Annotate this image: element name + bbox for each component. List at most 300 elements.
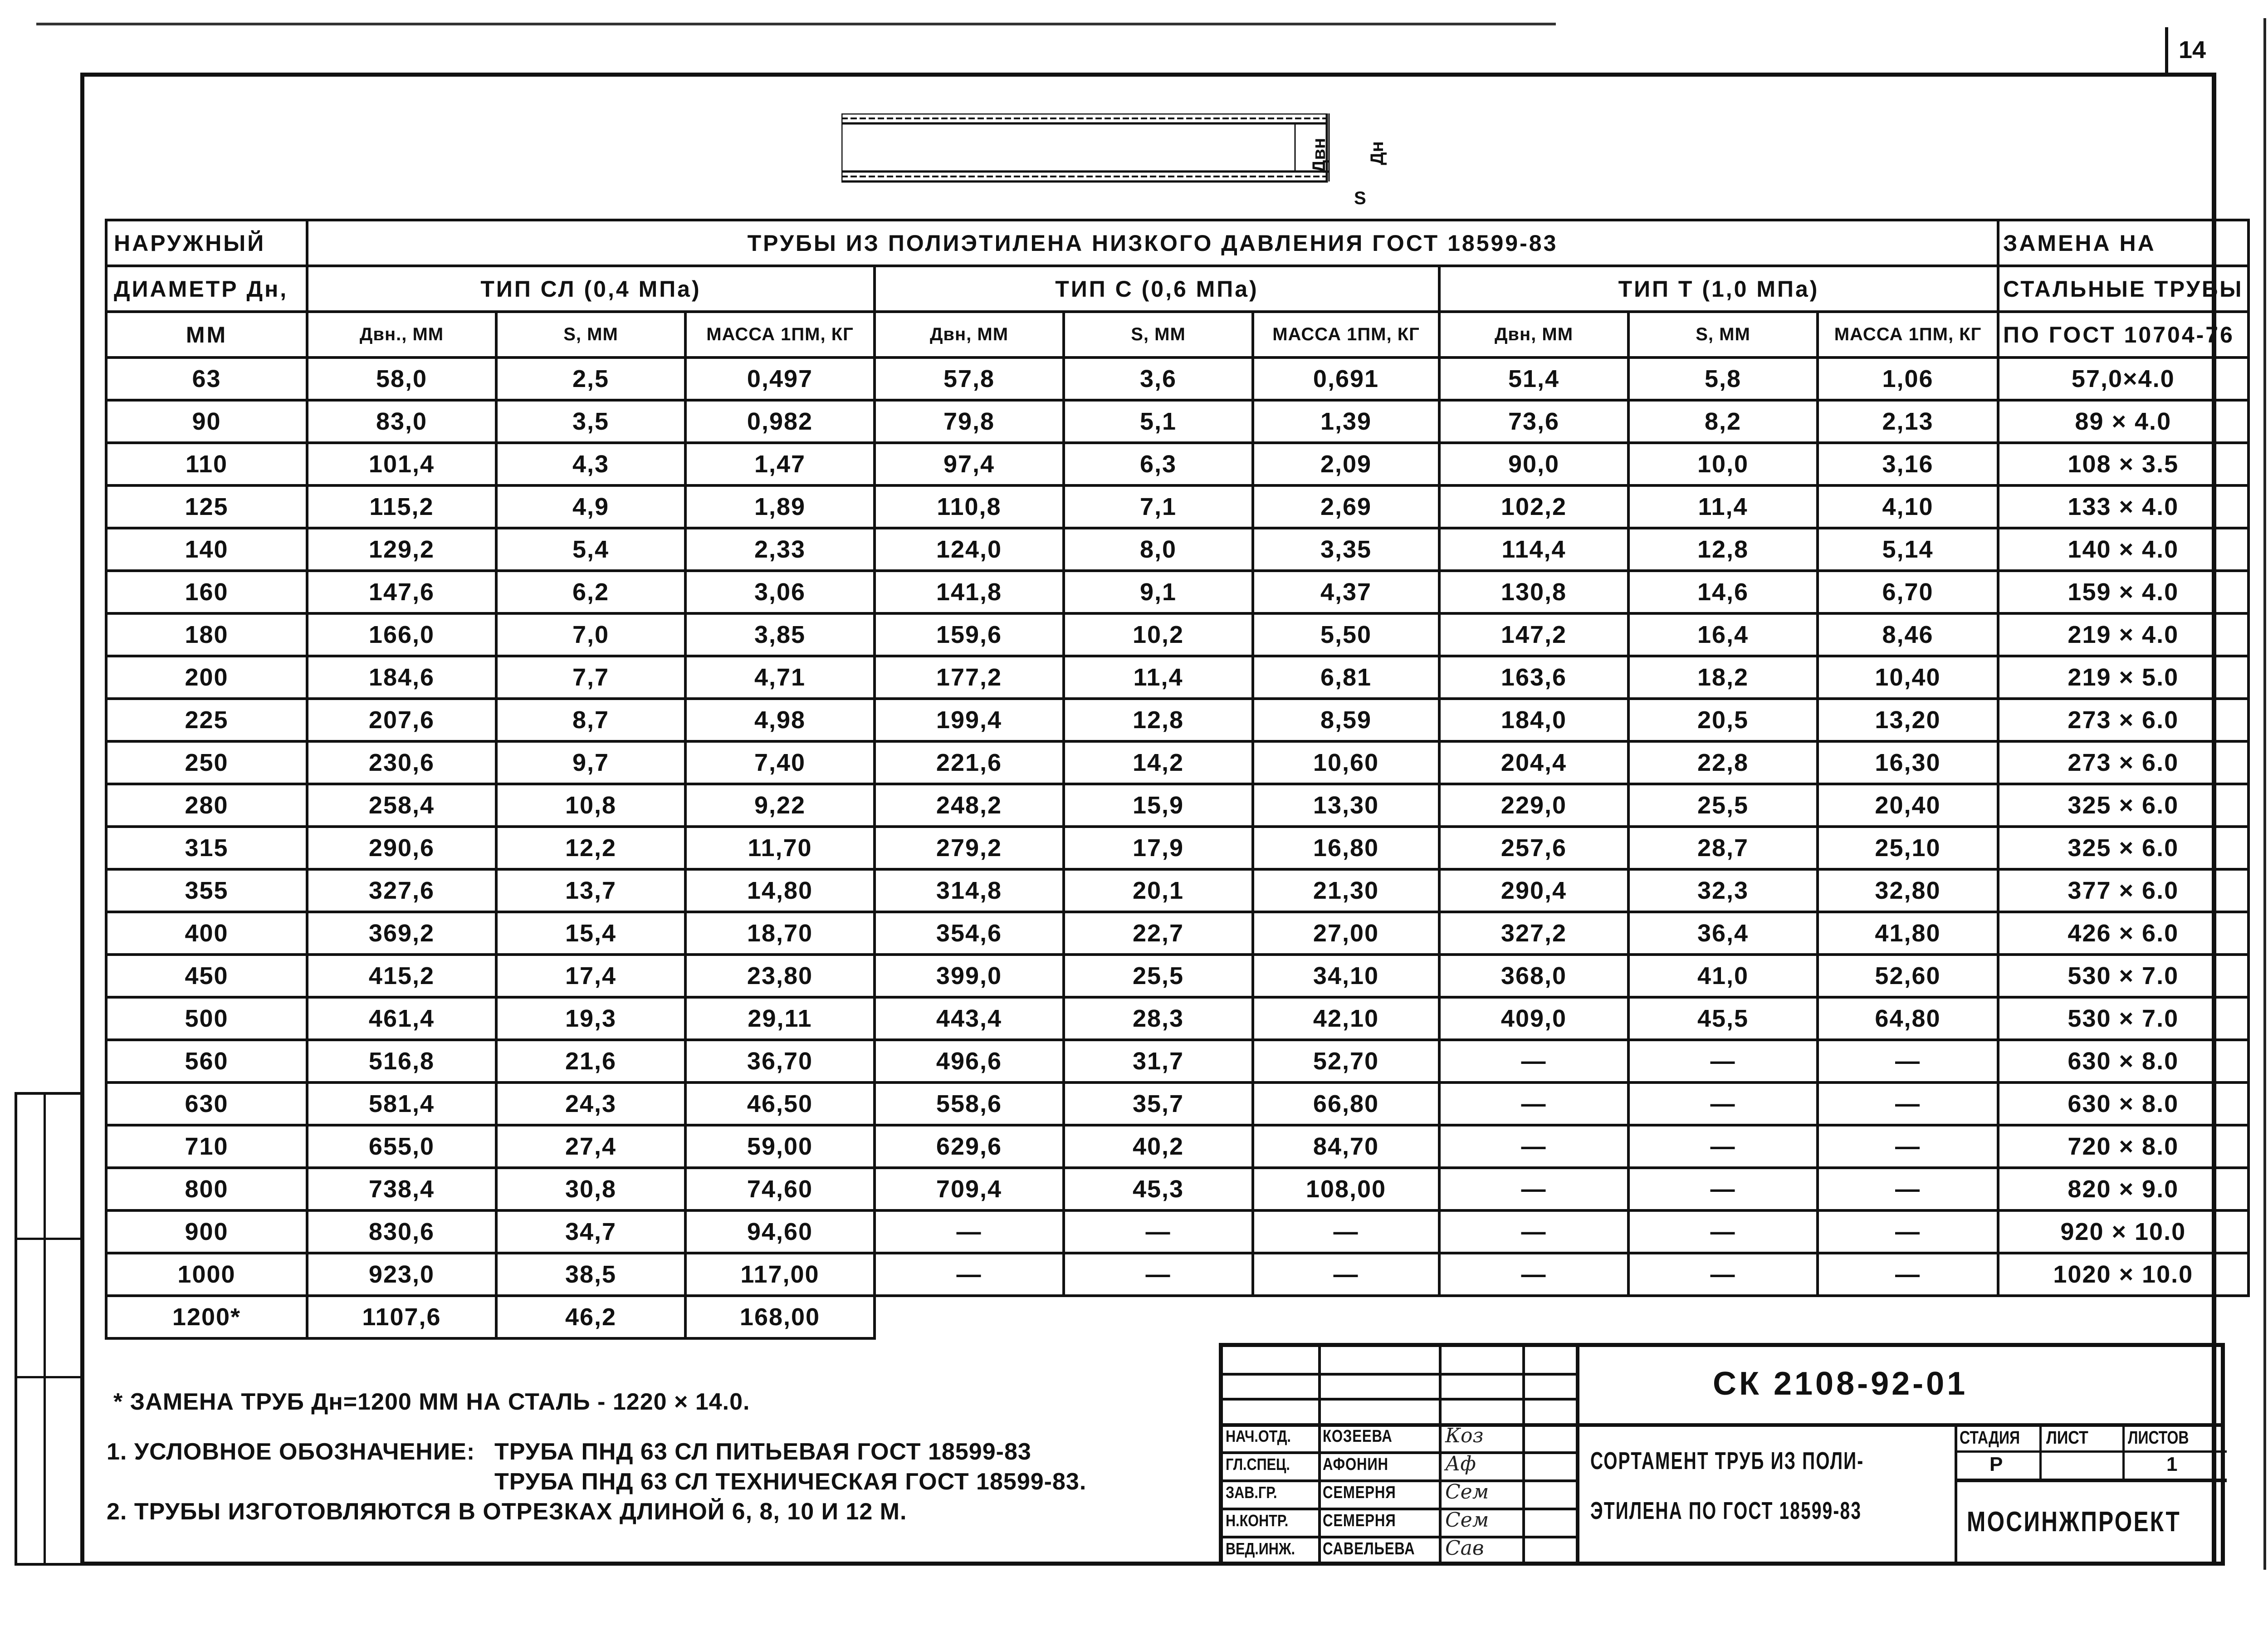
cell-value: 368,0 <box>1501 962 1567 989</box>
table-cell <box>1253 358 1439 400</box>
table-cell <box>685 1125 875 1168</box>
table-cell <box>106 358 307 400</box>
table-cell <box>1998 827 2248 869</box>
cell-value: 7,40 <box>754 749 806 776</box>
outer-diameter-value: 560 <box>185 1048 229 1075</box>
table-cell <box>1439 656 1628 699</box>
cell-value: 9,1 <box>1139 578 1177 606</box>
table-cell <box>1064 1040 1253 1082</box>
cell-value: 34,7 <box>565 1218 617 1245</box>
cell-value: 166,0 <box>368 621 435 648</box>
table-cell <box>1253 1040 1439 1082</box>
cell-value: 20,5 <box>1697 706 1749 734</box>
table-cell <box>1439 699 1628 741</box>
cell-value: 22,7 <box>1132 920 1184 947</box>
table-cell <box>685 827 875 869</box>
table-cell <box>875 827 1064 869</box>
cell-value: 3,6 <box>1139 365 1177 392</box>
table-cell <box>1998 784 2248 827</box>
cell-value: 920 × 10.0 <box>2060 1218 2186 1245</box>
table-cell <box>685 400 875 443</box>
cell-value: 34,10 <box>1313 962 1379 989</box>
title-block-grid-line <box>1223 1423 1579 1426</box>
title-block-grid-line <box>1223 1451 1579 1454</box>
cell-value: 79,8 <box>943 408 995 435</box>
outer-diameter-value: 800 <box>185 1175 229 1203</box>
table-row <box>106 741 2248 784</box>
table-cell <box>307 699 496 741</box>
header-row-columns <box>106 312 2248 358</box>
table-cell <box>1628 656 1818 699</box>
cell-value: 496,6 <box>936 1048 1002 1075</box>
cell-value: 4,71 <box>754 664 806 691</box>
cell-value: 530 × 7.0 <box>2068 962 2179 989</box>
table-cell <box>106 613 307 656</box>
table-cell <box>1628 613 1818 656</box>
table-cell <box>496 1082 685 1125</box>
cell-value: — <box>1333 1261 1359 1288</box>
table-cell <box>1064 656 1253 699</box>
cell-value: 369,2 <box>368 920 435 947</box>
table-cell <box>307 955 496 997</box>
note-2: 2. ТРУБЫ ИЗГОТОВЛЯЮТСЯ В ОТРЕЗКАХ ДЛИНОЙ 6, 8, 10 И 12 М. <box>107 1499 907 1525</box>
table-cell <box>1998 912 2248 955</box>
cell-value: 12,8 <box>1697 536 1749 563</box>
cell-value: 32,3 <box>1697 877 1749 904</box>
cell-value: 655,0 <box>368 1133 435 1160</box>
cell-value: — <box>1145 1218 1171 1245</box>
table-cell <box>1064 1253 1253 1296</box>
table-cell <box>1064 1082 1253 1125</box>
table-cell <box>496 656 685 699</box>
empty-cell <box>1064 1296 1253 1338</box>
cell-value: 4,37 <box>1320 578 1372 606</box>
table-cell <box>1253 1210 1439 1253</box>
table-row <box>106 699 2248 741</box>
table-cell <box>1818 1253 1998 1296</box>
cell-value: 6,81 <box>1320 664 1372 691</box>
table-cell <box>307 1040 496 1082</box>
table-cell <box>1439 485 1628 528</box>
cell-value: 89 × 4.0 <box>2075 408 2172 435</box>
table-cell <box>1998 1082 2248 1125</box>
cell-value: 10,60 <box>1313 749 1379 776</box>
cell-value: 327,6 <box>368 877 435 904</box>
table-cell <box>307 912 496 955</box>
cell-value: 327,2 <box>1501 920 1567 947</box>
table-cell <box>1253 699 1439 741</box>
table-cell <box>496 784 685 827</box>
table-cell <box>1064 784 1253 827</box>
cell-value: 94,60 <box>747 1218 813 1245</box>
cell-value: 13,30 <box>1313 792 1379 819</box>
table-cell <box>1998 1210 2248 1253</box>
table-cell <box>875 869 1064 912</box>
cell-value: 20,1 <box>1132 877 1184 904</box>
table-cell <box>106 656 307 699</box>
table-row <box>106 1168 2248 1210</box>
cell-value: 248,2 <box>936 792 1002 819</box>
table-cell <box>307 741 496 784</box>
table-cell <box>1998 1125 2248 1168</box>
pipe-type-header-cell <box>1439 266 1998 312</box>
table-cell <box>1064 741 1253 784</box>
outer-diameter-value: 450 <box>185 962 229 989</box>
cell-value: — <box>1895 1175 1921 1203</box>
cell-value: 12,8 <box>1132 706 1184 734</box>
note-1-line-2: ТРУБА ПНД 63 СЛ ТЕХНИЧЕСКАЯ ГОСТ 18599-83. <box>494 1469 1087 1495</box>
cell-value: 45,5 <box>1697 1005 1749 1032</box>
cell-value: — <box>1895 1261 1921 1288</box>
table-cell <box>1253 613 1439 656</box>
table-cell <box>496 699 685 741</box>
col-header-steel-replacement-2: СТАЛЬНЫЕ ТРУБЫ <box>2003 276 2244 302</box>
table-row <box>106 997 2248 1040</box>
cell-value: 273 × 6.0 <box>2068 749 2179 776</box>
table-row <box>106 656 2248 699</box>
table-cell <box>1818 528 1998 571</box>
table-cell <box>307 443 496 485</box>
cell-value: 41,80 <box>1875 920 1941 947</box>
table-cell <box>496 1296 685 1338</box>
cell-value: 29,11 <box>748 1005 812 1032</box>
table-cell <box>875 485 1064 528</box>
table-cell <box>1064 485 1253 528</box>
table-cell <box>685 443 875 485</box>
table-cell <box>496 528 685 571</box>
table-cell <box>496 613 685 656</box>
col-header-outer-diameter-cell-3 <box>106 312 307 358</box>
table-cell <box>875 1210 1064 1253</box>
table-cell <box>1064 699 1253 741</box>
cell-value: 108 × 3.5 <box>2068 451 2179 478</box>
cell-value: 314,8 <box>936 877 1002 904</box>
table-cell <box>685 1040 875 1082</box>
table-cell <box>1439 869 1628 912</box>
cell-value: 31,7 <box>1132 1048 1184 1075</box>
sheets-value: 1 <box>2166 1453 2178 1475</box>
table-row <box>106 1082 2248 1125</box>
table-cell <box>1253 571 1439 613</box>
table-cell <box>1628 1040 1818 1082</box>
cell-value: 90,0 <box>1508 451 1560 478</box>
cell-value: 830,6 <box>368 1218 435 1245</box>
table-cell <box>685 656 875 699</box>
cell-value: 36,4 <box>1697 920 1749 947</box>
table-cell <box>106 827 307 869</box>
column-header: МАССА 1ПМ, КГ <box>1834 324 1982 344</box>
table-cell <box>1064 869 1253 912</box>
sheet-top-edge-line <box>36 23 1556 25</box>
pipe-type-header: ТИП С (0,6 МПа) <box>1055 276 1259 302</box>
table-cell <box>875 528 1064 571</box>
cell-value: 1,06 <box>1882 365 1934 392</box>
cell-value: 115,2 <box>369 493 434 520</box>
table-cell <box>1998 613 2248 656</box>
cell-value: 5,14 <box>1882 536 1934 563</box>
cell-value: 629,6 <box>936 1133 1002 1160</box>
table-cell <box>496 400 685 443</box>
cell-value: 117,00 <box>740 1261 820 1288</box>
table-cell <box>1439 358 1628 400</box>
table-cell <box>1439 997 1628 1040</box>
table-cell <box>106 400 307 443</box>
cell-value: 23,80 <box>747 962 813 989</box>
table-cell <box>1998 528 2248 571</box>
table-cell <box>1998 571 2248 613</box>
cell-value: — <box>1521 1218 1547 1245</box>
cell-value: 7,7 <box>572 664 610 691</box>
outer-diameter-value: 125 <box>185 493 229 520</box>
cell-value: 409,0 <box>1501 1005 1567 1032</box>
table-cell <box>496 1253 685 1296</box>
table-cell <box>1818 1168 1998 1210</box>
col-header-outer-diameter-cell-2 <box>106 266 307 312</box>
cell-value: 73,6 <box>1508 408 1560 435</box>
cell-value: — <box>1521 1175 1547 1203</box>
table-cell <box>685 869 875 912</box>
empty-cell <box>1998 1296 2248 1338</box>
cell-value: 25,10 <box>1875 834 1941 862</box>
table-cell <box>1818 1125 1998 1168</box>
cell-value: 147,2 <box>1501 621 1567 648</box>
cell-value: 51,4 <box>1508 365 1560 392</box>
cell-value: 3,35 <box>1320 536 1372 563</box>
cell-value: 159,6 <box>936 621 1002 648</box>
table-cell <box>1818 997 1998 1040</box>
outer-diameter-value: 400 <box>185 920 229 947</box>
cell-value: 3,85 <box>754 621 806 648</box>
sheets-header: ЛИСТОВ <box>2128 1428 2189 1448</box>
cell-value: 273 × 6.0 <box>2068 706 2179 734</box>
cell-value: 140 × 4.0 <box>2068 536 2179 563</box>
cell-value: 10,8 <box>565 792 617 819</box>
table-cell <box>1064 1125 1253 1168</box>
table-cell <box>1064 955 1253 997</box>
cell-value: 2,5 <box>572 365 610 392</box>
cell-value: 10,2 <box>1132 621 1184 648</box>
cell-value: 24,3 <box>565 1090 617 1117</box>
cell-value: 114,4 <box>1501 536 1566 563</box>
table-cell <box>875 571 1064 613</box>
outer-diameter-value: 200 <box>185 664 229 691</box>
table-cell <box>1818 1210 1998 1253</box>
table-cell <box>307 1082 496 1125</box>
cell-value: 2,13 <box>1882 408 1934 435</box>
sheet-header: ЛИСТ <box>2046 1428 2088 1448</box>
column-header-cell <box>875 312 1064 358</box>
cell-value: — <box>956 1218 982 1245</box>
signatory-role: НАЧ.ОТД. <box>1226 1427 1291 1445</box>
table-cell <box>106 443 307 485</box>
cell-value: 5,50 <box>1320 621 1372 648</box>
cell-value: 3,06 <box>754 578 806 606</box>
cell-value: 14,80 <box>747 877 813 904</box>
cell-value: — <box>1710 1048 1736 1075</box>
table-cell <box>106 1210 307 1253</box>
cell-value: 108,00 <box>1305 1175 1387 1203</box>
table-cell <box>307 613 496 656</box>
cell-value: 46,50 <box>747 1090 813 1117</box>
table-cell <box>1253 528 1439 571</box>
table-cell <box>685 485 875 528</box>
table-cell <box>685 528 875 571</box>
table-row <box>106 1253 2248 1296</box>
cell-value: 13,20 <box>1875 706 1941 734</box>
cell-value: 1,89 <box>754 493 806 520</box>
signature: Коз <box>1445 1424 1484 1447</box>
outer-diameter-value: 180 <box>185 621 229 648</box>
table-cell <box>1818 912 1998 955</box>
cell-value: 415,2 <box>368 962 435 989</box>
table-cell <box>1818 827 1998 869</box>
table-cell <box>106 1168 307 1210</box>
table-row <box>106 1296 2248 1338</box>
signatory-name: АФОНИН <box>1323 1455 1388 1474</box>
column-header: Двн, ММ <box>929 324 1009 344</box>
pipe-section-drawing <box>841 113 1331 186</box>
cell-value: 57,0×4.0 <box>2071 365 2175 392</box>
table-cell <box>1253 955 1439 997</box>
table-cell <box>1998 869 2248 912</box>
table-cell <box>1064 571 1253 613</box>
table-cell <box>1628 1210 1818 1253</box>
col-header-outer-diameter-3: ММ <box>186 322 228 348</box>
column-header: Двн., ММ <box>359 324 444 344</box>
cell-value: 3,16 <box>1882 451 1934 478</box>
cell-value: 15,9 <box>1132 792 1184 819</box>
document-code: СК 2108-92-01 <box>1713 1366 1968 1402</box>
cell-value: 0,497 <box>747 365 813 392</box>
table-cell <box>496 1125 685 1168</box>
table-cell <box>1439 1125 1628 1168</box>
table-cell <box>1628 1125 1818 1168</box>
cell-value: 21,30 <box>1313 877 1379 904</box>
table-cell <box>1818 613 1998 656</box>
cell-value: 184,6 <box>368 664 435 691</box>
cell-value: 38,5 <box>565 1261 617 1288</box>
cell-value: 18,70 <box>747 920 813 947</box>
col-header-steel-replacement-cell-3 <box>1998 312 2248 358</box>
col-header-steel-replacement-cell-1 <box>1998 220 2248 266</box>
table-cell <box>307 869 496 912</box>
table-cell <box>875 784 1064 827</box>
table-cell <box>307 1210 496 1253</box>
table-row <box>106 528 2248 571</box>
cell-value: 4,10 <box>1882 493 1934 520</box>
table-cell <box>496 571 685 613</box>
column-header-cell <box>496 312 685 358</box>
table-cell <box>1628 400 1818 443</box>
cell-value: 102,2 <box>1501 493 1567 520</box>
table-cell <box>875 955 1064 997</box>
cell-value: 163,6 <box>1501 664 1567 691</box>
note-1-label: 1. УСЛОВНОЕ ОБОЗНАЧЕНИЕ: <box>107 1439 475 1465</box>
column-header: МАССА 1ПМ, КГ <box>1272 324 1420 344</box>
table-cell <box>106 571 307 613</box>
table-cell <box>307 997 496 1040</box>
outer-diameter-value: 355 <box>185 877 229 904</box>
table-cell <box>1064 443 1253 485</box>
table-cell <box>1628 1168 1818 1210</box>
table-cell <box>1998 1253 2248 1296</box>
cell-value: 1,47 <box>754 451 806 478</box>
table-cell <box>106 1253 307 1296</box>
cell-value: 325 × 6.0 <box>2068 792 2179 819</box>
table-cell <box>307 358 496 400</box>
cell-value: 8,46 <box>1882 621 1934 648</box>
cell-value: 52,70 <box>1313 1048 1379 1075</box>
table-cell <box>1628 528 1818 571</box>
title-block-grid-line <box>1223 1536 1579 1538</box>
column-header-cell <box>1628 312 1818 358</box>
table-cell <box>875 613 1064 656</box>
signatory-role: ГЛ.СПЕЦ. <box>1226 1455 1290 1474</box>
table-cell <box>496 827 685 869</box>
col-header-steel-replacement-3: ПО ГОСТ 10704-76 <box>2003 322 2234 348</box>
table-cell <box>1439 1253 1628 1296</box>
column-header-cell <box>1818 312 1998 358</box>
table-cell <box>1253 485 1439 528</box>
table-cell <box>685 1210 875 1253</box>
cell-value: 219 × 4.0 <box>2068 621 2179 648</box>
table-cell <box>1064 1210 1253 1253</box>
cell-value: 18,2 <box>1697 664 1749 691</box>
document-title-line-1: СОРТАМЕНТ ТРУБ ИЗ ПОЛИ- <box>1590 1447 1864 1474</box>
cell-value: 199,4 <box>936 706 1002 734</box>
cell-value: 0,691 <box>1313 365 1379 392</box>
cell-value: — <box>1710 1133 1736 1160</box>
table-cell <box>1439 912 1628 955</box>
cell-value: 219 × 5.0 <box>2068 664 2179 691</box>
cell-value: 377 × 6.0 <box>2068 877 2179 904</box>
cell-value: 443,4 <box>936 1005 1002 1032</box>
signatory-name: СЕМЕРНЯ <box>1323 1483 1396 1502</box>
table-cell <box>1439 528 1628 571</box>
cell-value: — <box>1710 1261 1736 1288</box>
cell-value: 7,1 <box>1139 493 1177 520</box>
cell-value: 2,69 <box>1320 493 1372 520</box>
table-cell <box>1998 1168 2248 1210</box>
cell-value: 64,80 <box>1875 1005 1941 1032</box>
cell-value: — <box>1895 1133 1921 1160</box>
table-cell <box>1998 955 2248 997</box>
cell-value: 35,7 <box>1132 1090 1184 1117</box>
cell-value: 20,40 <box>1875 792 1941 819</box>
cell-value: 630 × 8.0 <box>2068 1048 2179 1075</box>
table-cell <box>496 1168 685 1210</box>
table-cell <box>307 571 496 613</box>
cell-value: 19,3 <box>565 1005 617 1032</box>
signatory-name: КОЗЕЕВА <box>1323 1427 1393 1446</box>
cell-value: 630 × 8.0 <box>2068 1090 2179 1117</box>
cell-value: 0,982 <box>747 408 813 435</box>
cell-value: 290,6 <box>368 834 435 862</box>
table-cell <box>496 741 685 784</box>
cell-value: 14,2 <box>1132 749 1184 776</box>
title-block-grid-line <box>1439 1347 1442 1566</box>
cell-value: 184,0 <box>1501 706 1567 734</box>
cell-value: 159 × 4.0 <box>2068 578 2179 606</box>
signature: Сем <box>1445 1480 1489 1504</box>
table-cell <box>1818 784 1998 827</box>
table-cell <box>1253 827 1439 869</box>
table-cell <box>1628 443 1818 485</box>
cell-value: 16,80 <box>1313 834 1379 862</box>
table-cell <box>1998 400 2248 443</box>
outer-diameter-value: 1200* <box>172 1303 241 1331</box>
cell-value: 4,3 <box>572 451 610 478</box>
